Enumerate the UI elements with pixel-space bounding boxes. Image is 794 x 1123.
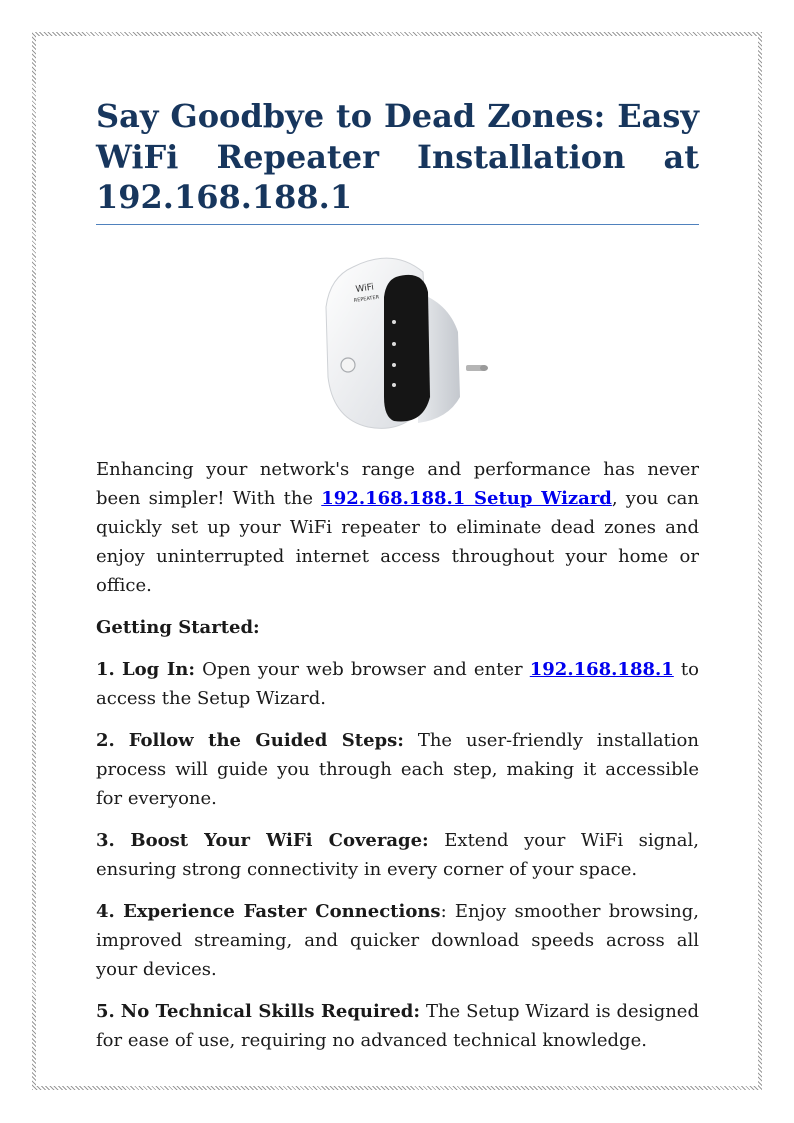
repeater-image — [96, 247, 699, 437]
intro-text: Enhancing your network's range and performance has never been simpler! With the — [96, 458, 699, 509]
step-3 — [96, 826, 699, 884]
step-number: 3. — [96, 829, 115, 851]
step-number: 1. — [96, 658, 115, 680]
setup-wizard-link[interactable]: 192.168.188.1 Setup Wizard — [321, 487, 612, 509]
step-2 — [96, 726, 699, 813]
intro-text-continued: , you can quickly set up your WiFi repeater to eliminate dead zones and enjoy uninterrupted internet access throughout your home or office. — [96, 487, 699, 596]
ip-address-link[interactable]: 192.168.188.1 — [529, 658, 674, 680]
step-1 — [96, 655, 699, 713]
led-icon — [392, 320, 396, 324]
led-icon — [392, 342, 396, 346]
getting-started-heading: Getting Started: — [96, 616, 260, 638]
step-label: Log In: — [121, 658, 196, 680]
led-icon — [392, 383, 396, 387]
page-title: Say Goodbye to Dead Zones: Easy WiFi Repeater Installation at 192.168.188.1 — [96, 96, 699, 225]
step-text: The user-friendly installation process will guide you through each step, making it accessible for everyone. — [96, 729, 699, 809]
document-body — [96, 96, 699, 1068]
device-label-bottom: REPEATER — [352, 293, 380, 304]
step-5 — [96, 997, 699, 1055]
step-label: Boost Your WiFi Coverage: — [130, 829, 429, 851]
step-number: 4. — [96, 900, 115, 922]
wps-button-icon — [341, 358, 355, 372]
step-text: Extend your WiFi signal, ensuring strong connectivity in every corner of your space. — [96, 829, 699, 880]
device-front-panel — [384, 274, 430, 421]
step-text-continued: to access the Setup Wizard. — [96, 658, 700, 709]
led-icon — [392, 363, 396, 367]
step-text: The Setup Wizard is designed for ease of use, requiring no advanced technical knowledge. — [96, 1000, 699, 1051]
step-text: Open your web browser and enter — [195, 658, 530, 680]
wifi-repeater-illustration — [298, 247, 498, 437]
step-label: Experience Faster Connections — [123, 900, 441, 922]
step-label: No Technical Skills Required: — [120, 1000, 421, 1022]
step-number: 5. — [96, 1000, 115, 1022]
step-number: 2. — [96, 729, 115, 751]
step-text: : Enjoy smoother browsing, improved streaming, and quicker download speeds across all your devices. — [96, 900, 699, 980]
device-label-top: WiFi — [354, 282, 374, 295]
intro-paragraph — [96, 455, 699, 600]
step-label: Follow the Guided Steps: — [128, 729, 404, 751]
step-4 — [96, 897, 699, 984]
